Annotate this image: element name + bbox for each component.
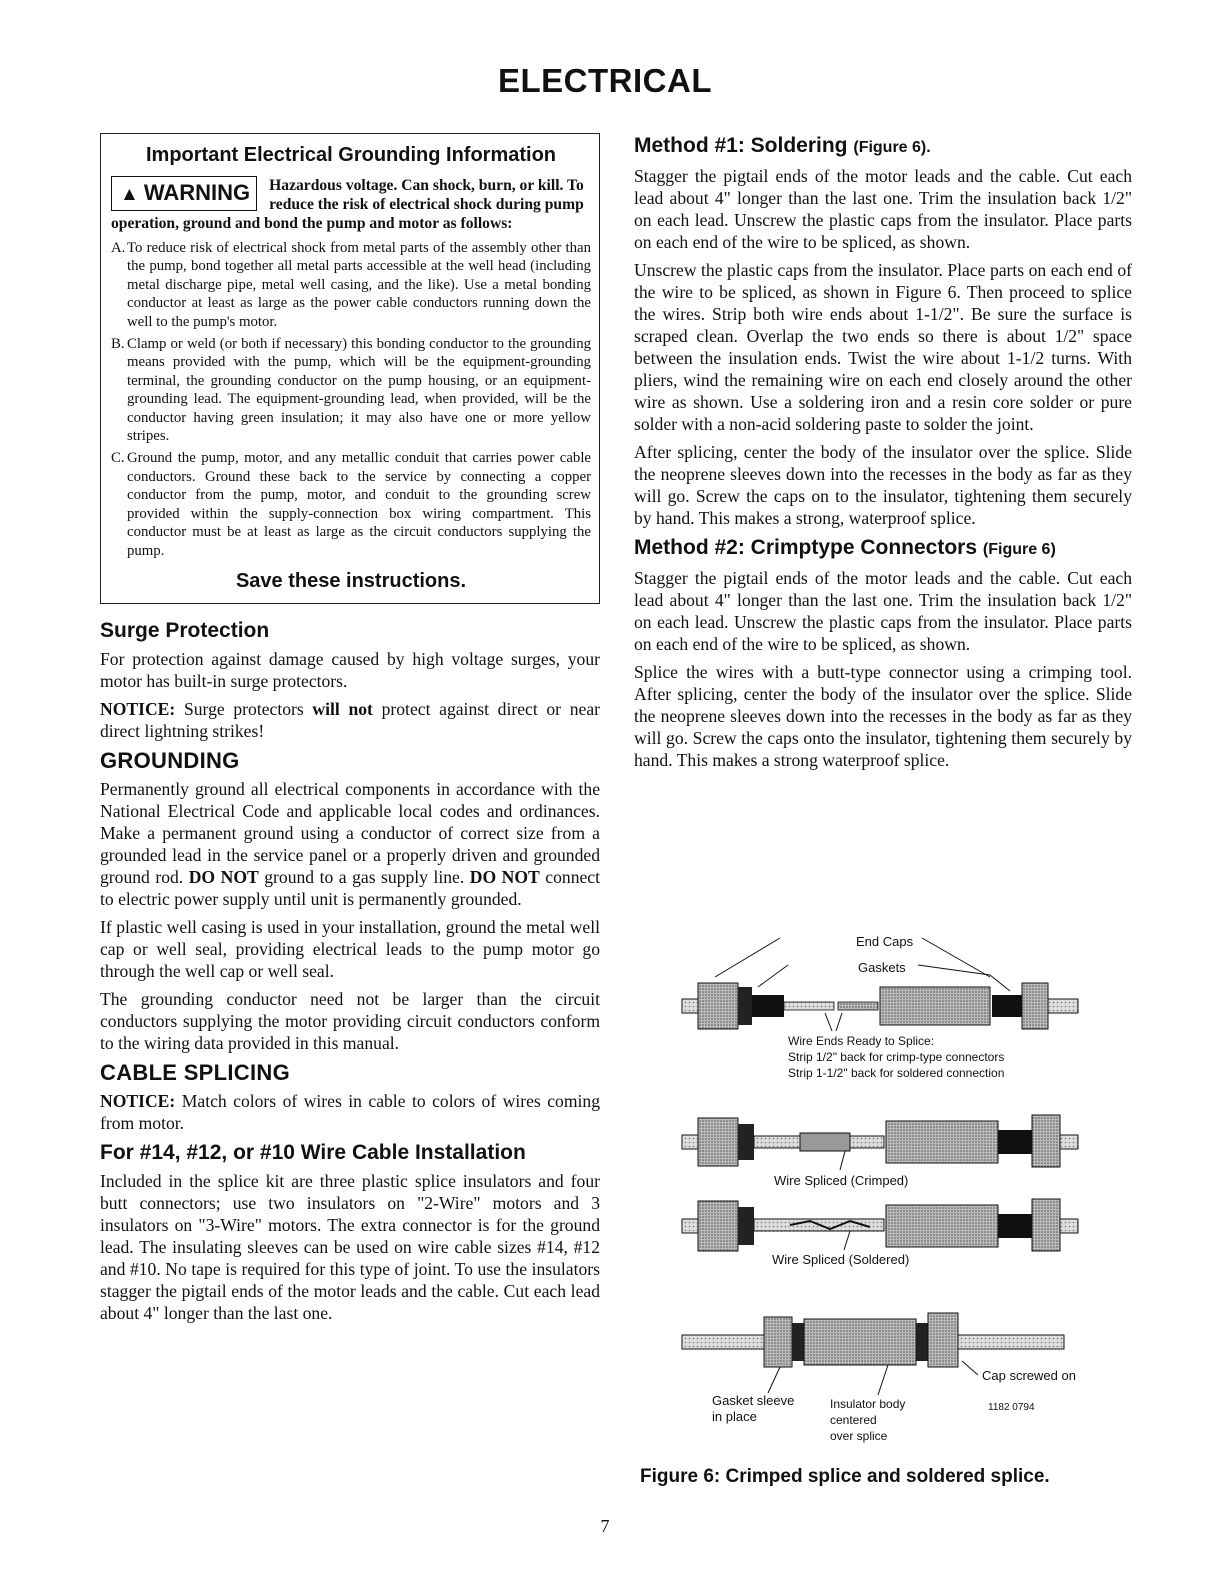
list-item — [111, 335, 591, 445]
notice-emphasis: will not — [312, 698, 373, 719]
method2-paragraph: Splice the wires with a butt-type connector using a crimping tool. After splicing, center the body of the insulator over the splice. Slide the neoprene sleeves down into the recesses in the body as far as they will go. Screw the caps onto the insulator, tightening them securely by hand. This makes a strong waterproof splice. — [634, 662, 1132, 770]
label-end-caps: End Caps — [856, 934, 914, 949]
row-parts-unassembled — [682, 938, 1078, 1031]
label-insulator-body: centered — [830, 1413, 877, 1427]
grounding-paragraph: If plastic well casing is used in your installation, ground the metal well cap or well seal, providing electrical leads to the pump motor go through the well cap or well seal. — [100, 916, 600, 981]
label-gasket-sleeve: Gasket sleeve — [712, 1393, 795, 1408]
list-marker: A. — [111, 240, 126, 256]
method1-paragraph: Stagger the pigtail ends of the motor leads and the cable. Cut each lead about 4" longer than the last one. Trim the insulation back 1/2" on each lead. Unscrew the plastic caps from the insulator. Place parts on each end of the wire to be spliced, as shown. — [634, 166, 1132, 252]
grounding-text: Permanently ground all electrical components in accordance with the National Electrical Code and applicable local codes and ordinances. Make a permanent ground using a conductor of correct size from a grounded lead in the service panel or a properly driven and grounded ground rod. — [100, 778, 600, 887]
label-strip-crimp: Strip 1/2" back for crimp-type connectors — [788, 1050, 1005, 1064]
page-title: ELECTRICAL — [498, 62, 712, 99]
save-instructions: Save these instructions. — [235, 569, 467, 592]
wire-installation-heading: For #14, #12, or #10 Wire Cable Installation — [100, 1140, 526, 1164]
grounding-paragraph: The grounding conductor need not be larger than the circuit conductors supplying the motor providing circuit conductors conform to the wiring data provided in this manual. — [100, 988, 600, 1053]
list-item-text: Clamp or weld (or both if necessary) this bonding conductor to the grounding means provided with the pump, which will be the equipment-grounding terminal, the grounding conductor on the pump housing, or an equipment-grounding lead. The equipment-grounding lead, when provided, will be the conductor having green insulation; it may also have one or more yellow stripes. — [127, 336, 591, 445]
label-insulator-body: over splice — [830, 1429, 888, 1443]
list-item — [111, 449, 591, 559]
do-not-emphasis: DO NOT — [469, 866, 540, 887]
label-wire-spliced-soldered: Wire Spliced (Soldered) — [772, 1252, 910, 1267]
method1-paragraph: After splicing, center the body of the insulator over the splice. Slide the neoprene sleeves down into the recesses in the body as far as they will go. Screw the caps on to the insulator, tightening them securely by hand. This makes a strong, waterproof splice. — [634, 442, 1132, 528]
figure-caption: Figure 6: Crimped splice and soldered splice. — [640, 1466, 1050, 1487]
list-marker: C. — [111, 450, 125, 467]
grounding-text: connect to electric power supply until unit is permanently grounded. — [100, 866, 601, 909]
figure-reference: (Figure 6) — [982, 541, 1056, 558]
left-column — [100, 133, 600, 1330]
label-strip-solder: Strip 1-1/2" back for soldered connection — [788, 1066, 1005, 1080]
grounding-paragraph — [100, 778, 600, 910]
list-item — [111, 239, 591, 331]
do-not-emphasis: DO NOT — [188, 866, 259, 887]
splicing-notice — [100, 1090, 600, 1134]
figure-6-splice-diagram — [660, 925, 1110, 1485]
row-wire-spliced-crimped — [682, 1115, 1078, 1170]
notice-text: protect against direct or near direct lightning strikes! — [100, 698, 600, 741]
label-wire-ends: Wire Ends Ready to Splice: — [788, 1034, 935, 1048]
list-item-text: To reduce risk of electrical shock from metal parts of the assembly other than the pump, bond together all metal parts accessible at the well head (including metal discharge pipe, metal well casing, and the like). Use a metal bonding conductor at least as large as the power cable conductors running down the well to the pump's motor. — [127, 240, 591, 330]
grounding-warning-box — [100, 133, 600, 604]
cable-splicing-heading: CABLE SPLICING — [100, 1059, 290, 1085]
splice-illustration — [660, 925, 1110, 1465]
figure-part-number: 1182 0794 — [988, 1402, 1035, 1413]
surge-protection-heading: Surge Protection — [100, 618, 270, 642]
notice-label: NOTICE: — [100, 1090, 176, 1111]
warning-statement — [111, 176, 591, 233]
warning-text: Hazardous voltage. Can shock, burn, or kill. To reduce the risk of electrical shock during pump operation, ground and bond the pump and motor as follows: — [111, 177, 584, 232]
wire-installation-paragraph: Included in the splice kit are three plastic splice insulators and four butt connectors; use two insulators on "2-Wire" motors and 3 insulators on "3-Wire" motors. The extra connector is for the ground lead. The insulating sleeves can be used on wire cable sizes #14, #12 and #10. No tape is required for this type of joint. To use the insulators stagger the pigtail ends of the motor leads and the cable. Cut each lead about 4" longer than the last one. — [100, 1170, 600, 1323]
warning-box-title: Important Electrical Grounding Information — [145, 144, 557, 166]
method2-heading — [634, 535, 1132, 563]
method1-heading — [634, 133, 1132, 161]
warning-badge — [111, 176, 257, 211]
method2-title: Method #2: Crimptype Connectors — [634, 536, 978, 559]
grounding-heading: GROUNDING — [100, 747, 240, 773]
warning-badge-label: WARNING — [143, 180, 251, 205]
label-gasket-sleeve: in place — [712, 1409, 757, 1424]
surge-notice — [100, 698, 600, 742]
list-item-text: Ground the pump, motor, and any metallic conduit that carries power cable conductors. Ground these back to the service by connecting a copper conductor from the pump, motor, and conduit to the grounding screw provided within the supply-connection box wiring compartment. This conductor must be at least as large as the circuit conductors supplying the pump. — [127, 450, 591, 559]
list-marker: B. — [111, 336, 125, 353]
label-insulator-body: Insulator body — [830, 1397, 906, 1411]
surge-paragraph: For protection against damage caused by high voltage surges, your motor has built-in surge protectors. — [100, 648, 600, 691]
figure-reference: (Figure 6). — [853, 139, 931, 156]
label-gaskets: Gaskets — [858, 960, 906, 975]
row-wire-spliced-soldered — [682, 1199, 1078, 1251]
page-number: 7 — [600, 1516, 610, 1536]
label-cap-screwed-on: Cap screwed on — [982, 1368, 1076, 1383]
notice-label: NOTICE: — [100, 698, 176, 719]
method1-title: Method #1: Soldering — [634, 134, 848, 157]
right-column — [634, 133, 1132, 777]
label-wire-spliced-crimped: Wire Spliced (Crimped) — [774, 1173, 909, 1188]
notice-text: Match colors of wires in cable to colors of wires coming from motor. — [100, 1090, 600, 1133]
method2-paragraph: Stagger the pigtail ends of the motor leads and the cable. Cut each lead about 4" longer than the last one. Trim the insulation back 1/2" on each lead. Unscrew the plastic caps from the insulator. Place parts on each end of the wire to be spliced, as shown. — [634, 568, 1132, 654]
grounding-text: ground to a gas supply line. — [258, 866, 470, 887]
method1-paragraph: Unscrew the plastic caps from the insulator. Place parts on each end of the wire to be spliced, as shown in Figure 6. Then proceed to splice the wires. Strip both wire ends about 1-1/2". Be sure the surface is scraped clean. Overlap the two ends so there is about 1/2" space between the insulation ends. Twist the wire about 1-1/2 turns. With pliers, wind the remaining wire on each end closely around the other wire as shown. Use a soldering iron and a resin core solder or pure solder with a non-acid soldering paste to solder the joint. — [634, 260, 1132, 434]
warning-triangle-icon: ▲ — [120, 184, 139, 205]
notice-text: Surge protectors — [175, 698, 313, 719]
